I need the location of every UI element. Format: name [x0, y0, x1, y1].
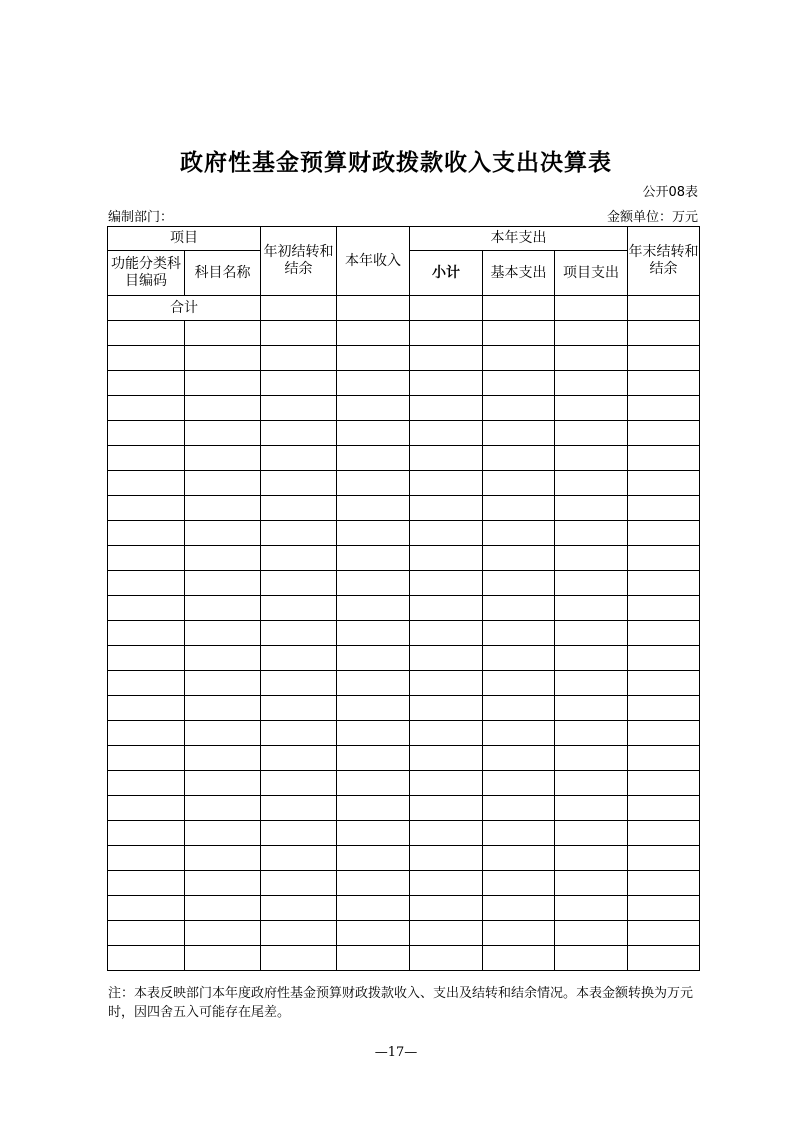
table-cell: [410, 521, 483, 546]
table-cell: [185, 721, 261, 746]
header-subtotal: 小计: [410, 251, 483, 296]
header-project-exp: 项目支出: [555, 251, 628, 296]
table-cell: [628, 896, 700, 921]
header-closing-balance: 年末结转和结余: [628, 227, 700, 296]
table-cell: [555, 696, 628, 721]
table-cell: [337, 796, 410, 821]
table-cell: [483, 321, 555, 346]
table-cell: [555, 471, 628, 496]
table-cell: [185, 521, 261, 546]
table-cell: [108, 896, 185, 921]
table-cell: [337, 296, 410, 321]
header-project: 项目: [108, 227, 261, 251]
table-cell: [483, 496, 555, 521]
table-cell: [261, 521, 337, 546]
table-cell: [555, 371, 628, 396]
table-cell: [628, 821, 700, 846]
table-cell: [185, 396, 261, 421]
table-cell: [483, 721, 555, 746]
table-cell: [261, 421, 337, 446]
table-cell: [337, 346, 410, 371]
table-cell: [410, 671, 483, 696]
table-cell: [185, 671, 261, 696]
table-cell: [483, 596, 555, 621]
table-row: [108, 396, 700, 421]
table-cell: [185, 346, 261, 371]
table-cell: [628, 496, 700, 521]
table-cell: [555, 571, 628, 596]
table-cell: [108, 921, 185, 946]
table-cell: [337, 621, 410, 646]
table-cell: [410, 821, 483, 846]
table-cell: [410, 921, 483, 946]
table-cell: [483, 821, 555, 846]
table-cell: [108, 821, 185, 846]
table-cell: [483, 571, 555, 596]
table-title: 政府性基金预算财政拨款收入支出决算表: [180, 150, 612, 176]
table-cell: [410, 621, 483, 646]
table-cell: [337, 421, 410, 446]
table-cell: [337, 821, 410, 846]
table-cell: [555, 596, 628, 621]
table-cell: [628, 446, 700, 471]
table-cell: [108, 521, 185, 546]
table-cell: [628, 396, 700, 421]
table-cell: [261, 321, 337, 346]
table-cell: [108, 746, 185, 771]
table-cell: [628, 696, 700, 721]
table-cell: [108, 321, 185, 346]
table-cell: [555, 546, 628, 571]
table-cell: [108, 371, 185, 396]
table-cell: [108, 621, 185, 646]
table-cell: [555, 746, 628, 771]
table-cell: [261, 296, 337, 321]
table-cell: [337, 946, 410, 971]
table-cell: [410, 721, 483, 746]
table-row: [108, 671, 700, 696]
table-cell: [628, 596, 700, 621]
table-cell: [483, 346, 555, 371]
table-row: [108, 821, 700, 846]
table-cell: [185, 696, 261, 721]
table-cell: [410, 796, 483, 821]
table-cell: [628, 771, 700, 796]
table-cell: [628, 346, 700, 371]
table-cell: [337, 721, 410, 746]
table-row: [108, 596, 700, 621]
table-cell: [555, 321, 628, 346]
table-cell: [628, 946, 700, 971]
department-label: 编制部门：: [108, 210, 174, 225]
header-income: 本年收入: [337, 227, 410, 296]
table-cell: [410, 596, 483, 621]
table-cell: [483, 796, 555, 821]
table-cell: [628, 471, 700, 496]
table-cell: [261, 571, 337, 596]
table-row: [108, 646, 700, 671]
table-cell: [108, 471, 185, 496]
table-cell: [337, 521, 410, 546]
table-cell: [628, 646, 700, 671]
table-cell: [628, 546, 700, 571]
table-cell: [261, 821, 337, 846]
table-cell: [108, 721, 185, 746]
table-cell: [410, 546, 483, 571]
table-cell: [483, 296, 555, 321]
table-cell: [483, 471, 555, 496]
table-cell: [555, 621, 628, 646]
budget-table: [107, 226, 700, 971]
table-cell: [337, 371, 410, 396]
table-row: [108, 571, 700, 596]
table-cell: [337, 696, 410, 721]
total-row-label: 合计: [108, 296, 261, 321]
table-cell: [108, 946, 185, 971]
table-cell: [185, 871, 261, 896]
table-cell: [555, 721, 628, 746]
table-cell: [108, 596, 185, 621]
table-cell: [483, 746, 555, 771]
table-cell: [108, 396, 185, 421]
table-cell: [628, 721, 700, 746]
table-cell: [185, 321, 261, 346]
table-cell: [261, 671, 337, 696]
header-expenditure: 本年支出: [410, 227, 628, 251]
table-cell: [185, 596, 261, 621]
table-cell: [261, 346, 337, 371]
table-cell: [185, 421, 261, 446]
table-cell: [261, 721, 337, 746]
table-cell: [108, 771, 185, 796]
table-cell: [410, 771, 483, 796]
table-row: [108, 521, 700, 546]
table-cell: [483, 421, 555, 446]
table-cell: [261, 696, 337, 721]
table-row: [108, 721, 700, 746]
table-cell: [410, 396, 483, 421]
table-cell: [185, 571, 261, 596]
table-row: [108, 696, 700, 721]
table-cell: [261, 496, 337, 521]
header-subject-name: 科目名称: [185, 251, 261, 296]
amount-unit-label: 金额单位：万元: [606, 210, 698, 225]
table-row: [108, 446, 700, 471]
table-cell: [108, 696, 185, 721]
table-row: [108, 496, 700, 521]
table-cell: [108, 446, 185, 471]
table-cell: [483, 546, 555, 571]
table-cell: [337, 596, 410, 621]
table-row: [108, 546, 700, 571]
table-cell: [555, 521, 628, 546]
table-cell: [185, 796, 261, 821]
table-cell: [108, 671, 185, 696]
table-cell: [483, 521, 555, 546]
table-cell: [555, 671, 628, 696]
table-cell: [483, 871, 555, 896]
table-cell: [483, 621, 555, 646]
table-cell: [555, 396, 628, 421]
table-cell: [108, 871, 185, 896]
table-cell: [185, 621, 261, 646]
table-cell: [555, 496, 628, 521]
table-cell: [185, 946, 261, 971]
table-cell: [108, 421, 185, 446]
table-cell: [185, 821, 261, 846]
table-cell: [185, 446, 261, 471]
table-row: [108, 896, 700, 921]
table-cell: [410, 321, 483, 346]
table-cell: [555, 346, 628, 371]
table-cell: [337, 471, 410, 496]
table-row: [108, 421, 700, 446]
table-cell: [483, 646, 555, 671]
table-note: 注：本表反映部门本年度政府性基金预算财政拨款收入、支出及结转和结余情况。本表金额转换为万元时，因四舍五入可能存在尾差。: [108, 986, 694, 1020]
table-row: [108, 871, 700, 896]
table-row: [108, 471, 700, 496]
table-cell: [410, 371, 483, 396]
table-cell: [410, 896, 483, 921]
table-cell: [261, 896, 337, 921]
table-cell: [261, 446, 337, 471]
form-number: 公开08表: [642, 185, 698, 200]
table-cell: [410, 296, 483, 321]
table-row: [108, 371, 700, 396]
table-cell: [483, 946, 555, 971]
table-cell: [410, 571, 483, 596]
table-cell: [555, 421, 628, 446]
table-cell: [337, 546, 410, 571]
table-cell: [628, 321, 700, 346]
table-cell: [410, 346, 483, 371]
table-cell: [628, 871, 700, 896]
table-cell: [337, 571, 410, 596]
header-func-code: 功能分类科目编码: [108, 251, 185, 296]
table-cell: [108, 346, 185, 371]
table-cell: [108, 496, 185, 521]
table-cell: [410, 471, 483, 496]
table-cell: [555, 646, 628, 671]
table-cell: [628, 796, 700, 821]
table-row: [108, 771, 700, 796]
table-cell: [261, 946, 337, 971]
table-cell: [261, 796, 337, 821]
table-cell: [555, 871, 628, 896]
table-cell: [337, 871, 410, 896]
table-row: [108, 946, 700, 971]
table-row: [108, 321, 700, 346]
table-cell: [483, 896, 555, 921]
table-cell: [261, 471, 337, 496]
table-row: [108, 921, 700, 946]
table-cell: [628, 521, 700, 546]
table-cell: [555, 446, 628, 471]
table-cell: [261, 546, 337, 571]
table-cell: [261, 646, 337, 671]
table-cell: [337, 446, 410, 471]
table-cell: [555, 896, 628, 921]
table-cell: [483, 771, 555, 796]
table-cell: [555, 821, 628, 846]
table-cell: [185, 846, 261, 871]
table-cell: [185, 771, 261, 796]
table-cell: [261, 746, 337, 771]
table-cell: [410, 871, 483, 896]
table-cell: [185, 646, 261, 671]
table-cell: [108, 646, 185, 671]
table-cell: [628, 621, 700, 646]
table-row: [108, 621, 700, 646]
header-opening-balance: 年初结转和结余: [261, 227, 337, 296]
table-cell: [555, 946, 628, 971]
table-cell: [628, 671, 700, 696]
table-cell: [261, 771, 337, 796]
table-cell: [185, 546, 261, 571]
table-cell: [555, 296, 628, 321]
table-cell: [337, 896, 410, 921]
table-cell: [337, 646, 410, 671]
table-cell: [628, 746, 700, 771]
table-cell: [555, 846, 628, 871]
table-cell: [410, 846, 483, 871]
table-cell: [185, 496, 261, 521]
table-cell: [483, 396, 555, 421]
table-cell: [483, 846, 555, 871]
table-cell: [410, 446, 483, 471]
table-cell: [337, 321, 410, 346]
table-cell: [483, 921, 555, 946]
table-row: [108, 796, 700, 821]
table-cell: [410, 946, 483, 971]
table-cell: [261, 871, 337, 896]
table-cell: [483, 671, 555, 696]
table-cell: [410, 746, 483, 771]
table-cell: [337, 771, 410, 796]
table-cell: [337, 746, 410, 771]
table-cell: [261, 596, 337, 621]
table-cell: [555, 771, 628, 796]
table-cell: [337, 921, 410, 946]
table-cell: [628, 371, 700, 396]
table-cell: [108, 796, 185, 821]
table-cell: [410, 646, 483, 671]
table-cell: [185, 921, 261, 946]
table-cell: [185, 896, 261, 921]
table-cell: [185, 471, 261, 496]
table-cell: [337, 846, 410, 871]
table-cell: [185, 371, 261, 396]
table-cell: [261, 846, 337, 871]
table-cell: [337, 671, 410, 696]
table-cell: [261, 396, 337, 421]
table-row: [108, 746, 700, 771]
header-basic-exp: 基本支出: [483, 251, 555, 296]
table-cell: [555, 921, 628, 946]
table-cell: [185, 746, 261, 771]
table-cell: [410, 421, 483, 446]
table-cell: [483, 446, 555, 471]
table-cell: [261, 921, 337, 946]
table-cell: [628, 296, 700, 321]
table-cell: [108, 546, 185, 571]
table-row: [108, 846, 700, 871]
table-cell: [483, 696, 555, 721]
table-cell: [628, 571, 700, 596]
table-cell: [108, 571, 185, 596]
table-cell: [410, 496, 483, 521]
table-cell: [483, 371, 555, 396]
table-cell: [337, 496, 410, 521]
table-cell: [108, 846, 185, 871]
page-number: —17—: [374, 1045, 418, 1060]
table-row: [108, 346, 700, 371]
table-cell: [628, 921, 700, 946]
table-cell: [261, 621, 337, 646]
table-cell: [628, 846, 700, 871]
table-cell: [628, 421, 700, 446]
table-cell: [410, 696, 483, 721]
table-cell: [555, 796, 628, 821]
table-cell: [261, 371, 337, 396]
table-cell: [337, 396, 410, 421]
